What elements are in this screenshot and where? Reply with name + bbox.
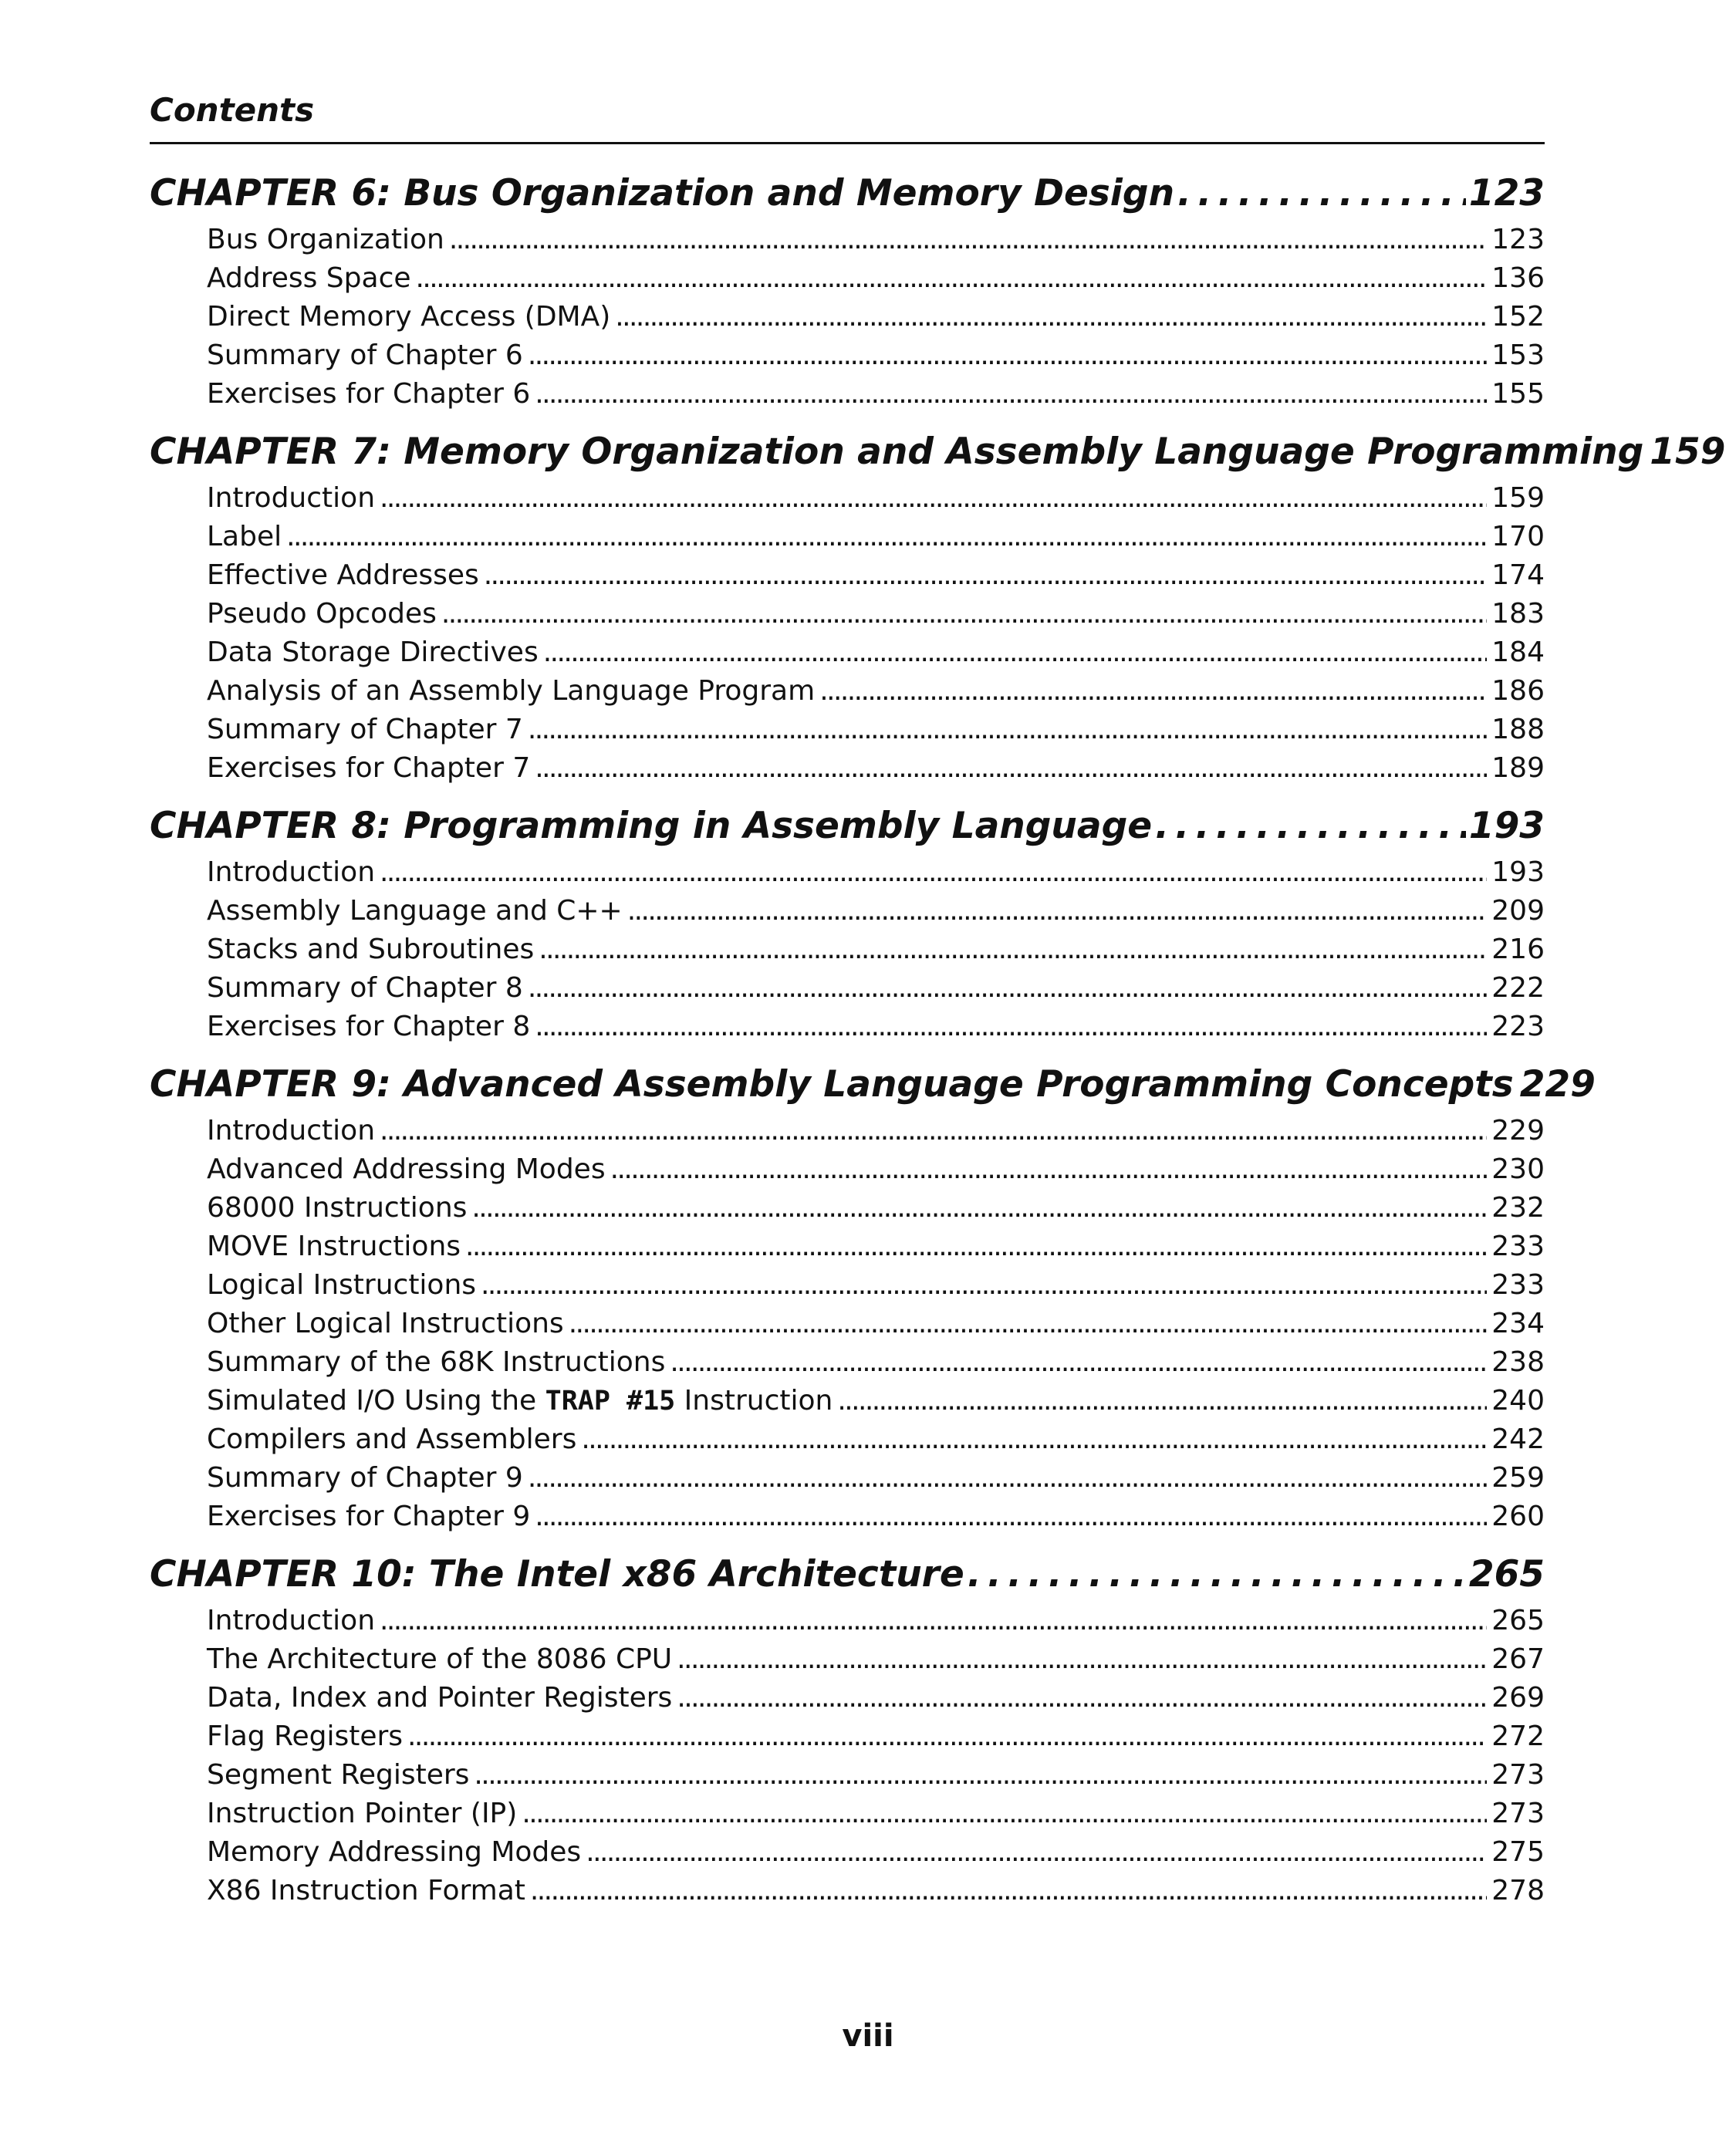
chapter-title: CHAPTER 8: Programming in Assembly Language [150, 805, 1153, 847]
entry-title: Compilers and Assemblers [207, 1423, 577, 1455]
dot-leader [837, 1382, 1487, 1420]
toc-entry[interactable] [207, 259, 1545, 298]
toc-entry[interactable] [207, 672, 1545, 711]
chapter-page: 123 [1468, 172, 1545, 214]
entry-title: The Architecture of the 8086 CPU [207, 1643, 673, 1675]
dot-leader [481, 1266, 1487, 1305]
entry-title: Stacks and Subroutines [207, 934, 535, 965]
entry-page: 267 [1491, 1643, 1545, 1675]
dot-leader [1177, 167, 1466, 221]
entry-page: 155 [1491, 378, 1545, 410]
entry-title: Flag Registers [207, 1721, 404, 1752]
dot-leader [586, 1833, 1487, 1872]
dot-leader [581, 1420, 1487, 1459]
entry-page: 232 [1491, 1192, 1545, 1224]
entry-title-code: TRAP #15 [545, 1386, 676, 1417]
page-number: viii [842, 2018, 894, 2054]
entry-title: Segment Registers [207, 1759, 470, 1791]
entry-page: 260 [1491, 1501, 1545, 1532]
toc-entry[interactable] [207, 749, 1545, 788]
toc-entry[interactable] [207, 1872, 1545, 1910]
dot-leader [535, 1008, 1487, 1046]
entry-title: Memory Addressing Modes [207, 1836, 582, 1868]
entry-title: Exercises for Chapter 7 [207, 752, 531, 784]
chapter-title: CHAPTER 6: Bus Organization and Memory Design [150, 172, 1175, 214]
toc-entry[interactable] [207, 1008, 1545, 1046]
entry-title: Summary of Chapter 7 [207, 714, 523, 745]
entry-title: Introduction [207, 1115, 376, 1146]
toc-entry[interactable] [207, 1833, 1545, 1872]
entry-title: Introduction [207, 482, 376, 514]
dot-leader [416, 259, 1488, 298]
dot-leader [380, 479, 1487, 518]
table-of-contents [150, 167, 1726, 1913]
entry-title: Summary of Chapter 6 [207, 339, 523, 371]
toc-entry[interactable] [207, 1679, 1545, 1717]
toc-entry[interactable] [207, 556, 1545, 595]
entry-title: Introduction [207, 856, 376, 888]
entry-page: 272 [1491, 1721, 1545, 1752]
chapter-6-heading[interactable] [150, 167, 1545, 221]
chapter-title: CHAPTER 7: Memory Organization and Assembly Language Programming [150, 431, 1644, 473]
dot-leader [380, 853, 1487, 892]
toc-entry[interactable] [207, 1189, 1545, 1228]
toc-entry[interactable] [207, 298, 1545, 336]
dot-leader [286, 518, 1487, 556]
entry-page: 189 [1491, 752, 1545, 784]
dot-leader [535, 1498, 1487, 1536]
entry-title-before: Simulated I/O Using the [207, 1385, 537, 1417]
chapter-10-heading[interactable] [150, 1548, 1545, 1602]
entry-title: Address Space [207, 262, 411, 294]
entry-page: 216 [1491, 934, 1545, 965]
toc-entry[interactable] [207, 1602, 1545, 1640]
toc-entry[interactable] [207, 1795, 1545, 1833]
dot-leader [543, 633, 1488, 672]
entry-page: 174 [1491, 559, 1545, 591]
toc-entry[interactable] [207, 221, 1545, 259]
entry-page: 136 [1491, 262, 1545, 294]
entry-title: Data, Index and Pointer Registers [207, 1682, 673, 1714]
entry-page: 222 [1491, 972, 1545, 1004]
chapter-9-heading[interactable] [150, 1058, 1596, 1112]
entry-page: 242 [1491, 1423, 1545, 1455]
entry-title: Analysis of an Assembly Language Program [207, 675, 816, 707]
chapter-8-heading[interactable] [150, 799, 1545, 853]
toc-entry[interactable] [207, 518, 1545, 556]
toc-entry[interactable] [207, 711, 1545, 749]
chapter-10-entries [150, 1602, 1545, 1913]
entry-page: 223 [1491, 1011, 1545, 1042]
entry-title: Exercises for Chapter 8 [207, 1011, 531, 1042]
entry-page: 159 [1491, 482, 1545, 514]
chapter-7-heading[interactable] [150, 425, 1726, 479]
entry-title: Summary of the 68K Instructions [207, 1346, 666, 1378]
toc-entry-trap-instruction[interactable] [207, 1382, 1545, 1420]
entry-page: 170 [1491, 521, 1545, 552]
entry-title: Label [207, 521, 282, 552]
entry-page: 186 [1491, 675, 1545, 707]
entry-page: 233 [1491, 1231, 1545, 1262]
entry-title: Direct Memory Access (DMA) [207, 301, 611, 333]
toc-entry[interactable] [207, 1112, 1545, 1150]
dot-leader [471, 1189, 1487, 1228]
entry-title: Summary of Chapter 9 [207, 1462, 523, 1494]
entry-page: 273 [1491, 1759, 1545, 1791]
chapter-8-entries [150, 853, 1545, 1049]
entry-title: Advanced Addressing Modes [207, 1153, 606, 1185]
dot-leader [539, 930, 1487, 969]
entry-title: Summary of Chapter 8 [207, 972, 523, 1004]
entry-title: Logical Instructions [207, 1269, 477, 1301]
dot-leader [380, 1602, 1487, 1640]
entry-page: 278 [1491, 1875, 1545, 1906]
entry-page: 275 [1491, 1836, 1545, 1868]
entry-title-after: Instruction [684, 1385, 833, 1417]
chapter-9-entries [150, 1112, 1545, 1539]
entry-page: 240 [1491, 1385, 1545, 1417]
entry-page: 229 [1491, 1115, 1545, 1146]
entry-page: 153 [1491, 339, 1545, 371]
entry-page: 184 [1491, 637, 1545, 668]
dot-leader [465, 1228, 1487, 1266]
dot-leader [670, 1343, 1487, 1382]
chapter-title: CHAPTER 10: The Intel x86 Architecture [150, 1553, 964, 1596]
dot-leader [677, 1640, 1487, 1679]
entry-page: 123 [1491, 224, 1545, 255]
dot-leader [610, 1150, 1488, 1189]
entry-title: Exercises for Chapter 9 [207, 1501, 531, 1532]
chapter-page: 159 [1650, 431, 1726, 473]
dot-leader [535, 375, 1487, 414]
chapter-6-entries [150, 221, 1545, 417]
entry-title: Other Logical Instructions [207, 1308, 564, 1339]
entry-page: 152 [1491, 301, 1545, 333]
dot-leader [407, 1717, 1487, 1756]
entry-page: 183 [1491, 598, 1545, 630]
toc-entry[interactable] [207, 1343, 1545, 1382]
entry-title: Introduction [207, 1605, 376, 1636]
dot-leader [449, 221, 1487, 259]
dot-leader [627, 892, 1488, 930]
entry-title: Instruction Pointer (IP) [207, 1798, 518, 1829]
chapter-page: 229 [1519, 1063, 1596, 1106]
toc-entry[interactable] [207, 1420, 1545, 1459]
entry-page: 233 [1491, 1269, 1545, 1301]
toc-entry[interactable] [207, 1498, 1545, 1536]
toc-entry[interactable] [207, 479, 1545, 518]
chapter-7-entries [150, 479, 1545, 791]
toc-entry[interactable] [207, 375, 1545, 414]
entry-title: Bus Organization [207, 224, 444, 255]
entry-page: 273 [1491, 1798, 1545, 1829]
entry-page: 209 [1491, 895, 1545, 927]
toc-entry[interactable] [207, 969, 1545, 1008]
entry-title: Assembly Language and C++ [207, 895, 623, 927]
entry-title: Pseudo Opcodes [207, 598, 437, 630]
entry-title: X86 Instruction Format [207, 1875, 525, 1906]
entry-page: 259 [1491, 1462, 1545, 1494]
toc-entry[interactable] [207, 1459, 1545, 1498]
toc-entry[interactable] [207, 1756, 1545, 1795]
dot-leader [677, 1679, 1487, 1717]
toc-entry[interactable] [207, 892, 1545, 930]
toc-entry[interactable] [207, 1266, 1545, 1305]
entry-title: Effective Addresses [207, 559, 479, 591]
dot-leader [968, 1548, 1466, 1602]
dot-leader [528, 711, 1487, 749]
entry-title: 68000 Instructions [207, 1192, 468, 1224]
dot-leader [484, 556, 1488, 595]
dot-leader [522, 1795, 1487, 1833]
toc-entry[interactable] [207, 1640, 1545, 1679]
entry-title: MOVE Instructions [207, 1231, 461, 1262]
dot-leader [474, 1756, 1487, 1795]
toc-entry[interactable] [207, 1150, 1545, 1189]
entry-title: Data Storage Directives [207, 637, 539, 668]
entry-title: Exercises for Chapter 6 [207, 378, 531, 410]
dot-leader [528, 1459, 1487, 1498]
entry-page: 193 [1491, 856, 1545, 888]
running-header: Contents [150, 91, 315, 129]
dot-leader [380, 1112, 1487, 1150]
dot-leader [1155, 799, 1466, 853]
header-rule [150, 142, 1545, 144]
toc-entry[interactable] [207, 853, 1545, 892]
chapter-title: CHAPTER 9: Advanced Assembly Language Programming Concepts [150, 1063, 1514, 1106]
toc-entry[interactable] [207, 336, 1545, 375]
dot-leader [530, 1872, 1487, 1910]
dot-leader [569, 1305, 1488, 1343]
entry-page: 265 [1491, 1605, 1545, 1636]
chapter-page: 265 [1468, 1553, 1545, 1596]
toc-entry[interactable] [207, 633, 1545, 672]
toc-entry[interactable] [207, 930, 1545, 969]
dot-leader [615, 298, 1487, 336]
entry-page: 269 [1491, 1682, 1545, 1714]
dot-leader [528, 969, 1487, 1008]
dot-leader [441, 595, 1487, 633]
entry-page: 238 [1491, 1346, 1545, 1378]
entry-page: 188 [1491, 714, 1545, 745]
toc-entry[interactable] [207, 595, 1545, 633]
chapter-page: 193 [1468, 805, 1545, 847]
dot-leader [535, 749, 1487, 788]
toc-entry[interactable] [207, 1228, 1545, 1266]
entry-page: 234 [1491, 1308, 1545, 1339]
entry-page: 230 [1491, 1153, 1545, 1185]
dot-leader [528, 336, 1487, 375]
toc-entry[interactable] [207, 1305, 1545, 1343]
toc-entry[interactable] [207, 1717, 1545, 1756]
dot-leader [819, 672, 1487, 711]
entry-title [207, 1382, 833, 1420]
